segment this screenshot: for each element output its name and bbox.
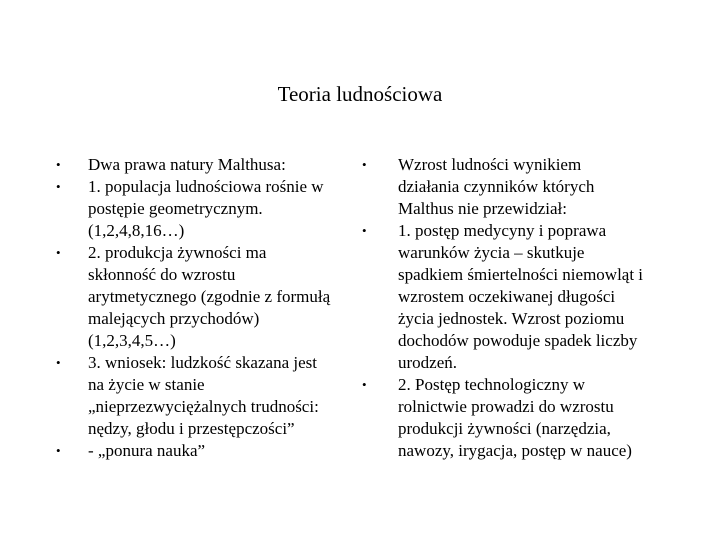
bullet-icon: • bbox=[56, 355, 61, 370]
bullet-text-line: produkcji żywności (narzędzia, bbox=[398, 419, 611, 438]
bullet-item bbox=[56, 352, 356, 440]
bullet-icon: • bbox=[56, 443, 61, 458]
bullet-text-line: życia jednostek. Wzrost poziomu bbox=[398, 309, 625, 328]
bullet-text-line: Dwa prawa natury Malthusa: bbox=[88, 155, 286, 174]
bullet-text-line: spadkiem śmiertelności niemowląt i bbox=[398, 265, 644, 284]
bullet-text-line: rolnictwie prowadzi do wzrostu bbox=[398, 397, 614, 416]
bullet-text-line: Malthus nie przewidział: bbox=[398, 199, 568, 218]
left-bullet-list bbox=[56, 154, 356, 462]
bullet-text-line: „nieprzezwyciężalnych trudności: bbox=[88, 397, 319, 416]
bullet-text-line: warunków życia – skutkuje bbox=[398, 243, 585, 262]
bullet-text-line: (1,2,3,4,5…) bbox=[88, 331, 176, 350]
bullet-icon: • bbox=[56, 157, 61, 172]
bullet-item bbox=[362, 154, 682, 220]
bullet-icon: • bbox=[56, 179, 61, 194]
bullet-text-line: skłonność do wzrostu bbox=[88, 265, 236, 284]
bullet-icon: • bbox=[362, 377, 367, 392]
bullet-text-line: 2. Postęp technologiczny w bbox=[398, 375, 585, 394]
bullet-text-line: wzrostem oczekiwanej długości bbox=[398, 287, 616, 306]
bullet-text-line: (1,2,4,8,16…) bbox=[88, 221, 185, 240]
bullet-item bbox=[56, 440, 356, 462]
bullet-text-line: na życie w stanie bbox=[88, 375, 205, 394]
bullet-item bbox=[56, 176, 356, 242]
bullet-text-line: 3. wniosek: ludzkość skazana jest bbox=[88, 353, 317, 372]
bullet-item bbox=[56, 242, 356, 352]
bullet-item bbox=[56, 154, 356, 176]
bullet-text-line: 1. postęp medycyny i poprawa bbox=[398, 221, 607, 240]
bullet-text-line: dochodów powoduje spadek liczby bbox=[398, 331, 638, 350]
bullet-text-line: 1. populacja ludnościowa rośnie w bbox=[88, 177, 324, 196]
slide-title: Teoria ludnościowa bbox=[277, 82, 443, 106]
bullet-text-line: arytmetycznego (zgodnie z formułą bbox=[88, 287, 331, 306]
bullet-icon: • bbox=[362, 223, 367, 238]
bullet-text-line: - „ponura nauka” bbox=[88, 441, 206, 460]
bullet-text-line: 2. produkcja żywności ma bbox=[88, 243, 267, 262]
bullet-icon: • bbox=[56, 245, 61, 260]
bullet-text-line: nawozy, irygacja, postęp w nauce) bbox=[398, 441, 632, 460]
bullet-item bbox=[362, 220, 682, 374]
bullet-text-line: nędzy, głodu i przestępczości” bbox=[88, 419, 295, 438]
bullet-text-line: postępie geometrycznym. bbox=[88, 199, 263, 218]
bullet-item bbox=[362, 374, 682, 462]
bullet-icon: • bbox=[362, 157, 367, 172]
right-bullet-list bbox=[362, 154, 682, 462]
bullet-text-line: malejących przychodów) bbox=[88, 309, 260, 328]
bullet-text-line: działania czynników których bbox=[398, 177, 595, 196]
bullet-text-line: urodzeń. bbox=[398, 353, 458, 372]
bullet-text-line: Wzrost ludności wynikiem bbox=[398, 155, 582, 174]
